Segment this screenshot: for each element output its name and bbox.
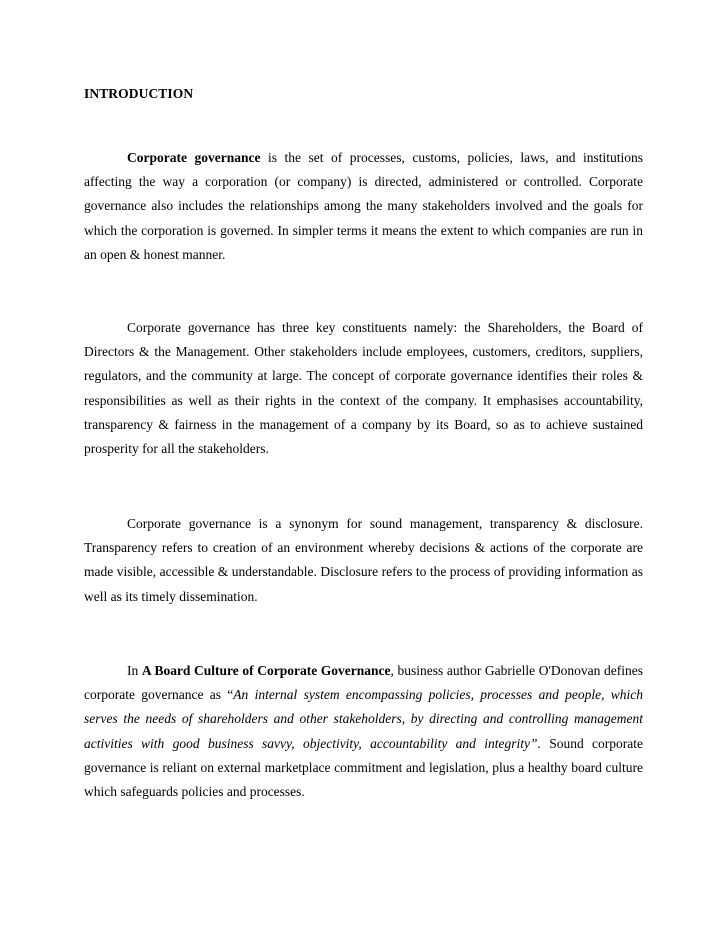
paragraph-text: is the set of processes, customs, policies, laws, and institutions affecting the way a corporation (or company) is directed, administered or controlled. Corporate governance also includes the relationships among the many stakeholders involved and the goals for which the corporation is governed. In simpler terms it means the extent to which companies are run in an open & honest manner. [84,150,643,262]
paragraph-intro: In [127,663,142,678]
paragraph-tail: Sound corporate governance is reliant on external marketplace commitment and legislation, plus a healthy board culture which safeguards policies and processes. [84,735,643,800]
paragraph-transparency [84,512,643,609]
quoted-definition: An internal system encompassing policies, processes and people, which serves the needs of shareholders and other stakeholders, by directing and controlling management activities with good business savvy, objectivity, accountability and integrity”. [84,687,644,751]
paragraph-constituents [84,316,643,461]
paragraph-board-culture [84,659,643,804]
paragraph-mid: , business author Gabrielle O'Donovan defines corporate governance as “ [84,663,643,703]
book-title: A Board Culture of Corporate Governance [141,663,391,678]
term-bold: Corporate governance [127,150,261,165]
paragraph-text: Corporate governance is a synonym for sound management, transparency & disclosure. Transparency refers to creation of an environment whereby decisions & actions of the corporate are made visible, accessible & understandable. Disclosure refers to the process of providing information as well as its timely dissemination. [84,516,643,604]
section-heading: INTRODUCTION [84,86,194,101]
paragraph-text: Corporate governance has three key constituents namely: the Shareholders, the Board of Directors & the Management. Other stakeholders include employees, customers, creditors, suppliers, regulators, and the community at large. The concept of corporate governance identifies their roles & responsibilities as well as their rights in the context of the company. It emphasises accountability, transparency & fairness in the management of a company by its Board, so as to achieve sustained prosperity for all the stakeholders. [84,320,643,457]
paragraph-definition [84,146,643,267]
